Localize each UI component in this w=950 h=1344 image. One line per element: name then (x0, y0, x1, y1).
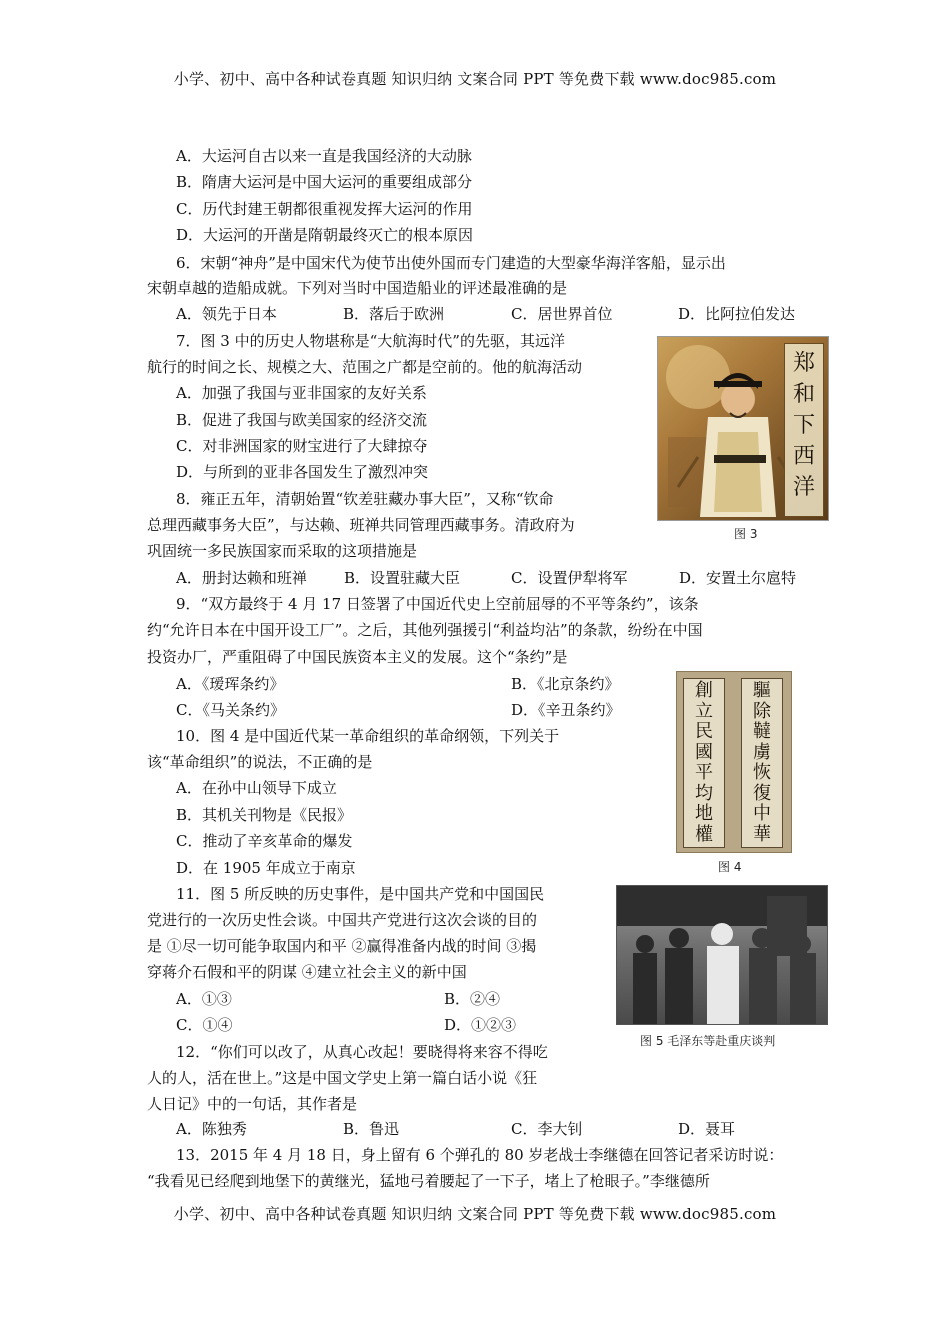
slogan-char: 恢 (753, 762, 771, 783)
banner-char: 洋 (792, 475, 815, 500)
slogan-char: 除 (753, 700, 771, 722)
q5-option-a: A．大运河自古以来一直是我国经济的大动脉 (176, 147, 472, 165)
slogan-char: 國 (695, 741, 713, 763)
slogan-char: 立 (695, 700, 713, 722)
q7-option-a: A．加强了我国与亚非国家的友好关系 (176, 384, 427, 402)
q8-stem-1: 8．雍正五年，清朝始置“钦差驻藏办事大臣”，又称“钦命 (176, 490, 554, 508)
q6-option-d: D．比阿拉伯发达 (678, 305, 796, 323)
slogan-char: 華 (753, 823, 771, 845)
q8-option-a: A．册封达赖和班禅 (176, 569, 307, 587)
q10-option-c: C．推动了辛亥革命的爆发 (176, 832, 353, 850)
banner-char: 和 (792, 382, 815, 407)
q5-option-b: B．隋唐大运河是中国大运河的重要组成部分 (176, 173, 473, 191)
slogan-banner-right (741, 678, 783, 848)
q12-option-c: C．李大钊 (511, 1120, 583, 1138)
slogan-char: 虜 (753, 741, 771, 763)
chongqing-photo-illustration (617, 886, 827, 1024)
q10-option-a: A．在孙中山领导下成立 (176, 779, 337, 797)
q8-stem-3: 巩固统一多民族国家而采取的这项措施是 (147, 542, 418, 560)
q7-option-d: D．与所到的亚非各国发生了激烈冲突 (176, 463, 429, 481)
figure-4-slogan-image (676, 671, 792, 853)
slogan-char: 中 (753, 803, 771, 824)
q8-option-b: B．设置驻藏大臣 (344, 569, 461, 587)
banner-char: 西 (792, 444, 815, 469)
q6-option-a: A．领先于日本 (176, 305, 277, 323)
q6-option-b: B．落后于欧洲 (343, 305, 445, 323)
q8-option-c: C．设置伊犁将军 (511, 569, 628, 587)
q6-stem-1: 6．宋朝“神舟”是中国宋代为使节出使外国而专门建造的大型豪华海洋客船，显示出 (176, 254, 726, 272)
q7-option-b: B．促进了我国与欧美国家的经济交流 (176, 411, 428, 429)
q12-option-d: D．聂耳 (678, 1120, 736, 1138)
q11-stem-1: 11．图 5 所反映的历史事件，是中国共产党和中国国民 (176, 885, 545, 903)
slogan-char: 平 (695, 762, 713, 783)
figure-5-chongqing-photo (616, 885, 828, 1025)
q11-option-a: A．①③ (176, 990, 232, 1008)
banner-char: 郑 (792, 351, 815, 376)
slogan-char: 驅 (753, 680, 771, 701)
q9-option-c: C．《马关条约》 (176, 701, 285, 719)
figure-5-caption: 图 5 毛泽东等赴重庆谈判 (640, 1034, 776, 1048)
figure-3-banner (784, 343, 824, 517)
q12-option-b: B．鲁迅 (343, 1120, 400, 1138)
q12-option-a: A．陈独秀 (176, 1120, 247, 1138)
q9-option-b: B．《北京条约》 (511, 675, 620, 693)
q10-option-b: B．其机关刊物是《民报》 (176, 806, 353, 824)
page-header: 小学、初中、高中各种试卷真题 知识归纳 文案合同 PPT 等免费下载 www.doc985.com (173, 70, 777, 88)
figure-3-caption: 图 3 (734, 527, 758, 541)
figure-4-caption: 图 4 (718, 860, 742, 874)
q11-stem-4: 穿蒋介石假和平的阴谋 ④建立社会主义的新中国 (147, 963, 467, 981)
q9-stem-3: 投资办厂，严重阻碍了中国民族资本主义的发展。这个“条约”是 (147, 648, 568, 666)
q5-option-d: D．大运河的开凿是隋朝最终灭亡的根本原因 (176, 226, 474, 244)
q6-stem-2: 宋朝卓越的造船成就。下列对当时中国造船业的评述最准确的是 (147, 279, 568, 297)
q11-option-b: B．②④ (444, 990, 501, 1008)
q8-stem-2: 总理西藏事务大臣”，与达赖、班禅共同管理西藏事务。清政府为 (147, 516, 575, 534)
slogan-char: 地 (695, 803, 713, 824)
q9-stem-1: 9．“双方最终于 4 月 17 日签署了中国近代史上空前屈辱的不平等条约”，该条 (176, 595, 699, 613)
q7-option-c: C．对非洲国家的财宝进行了大肆掠夺 (176, 437, 428, 455)
q11-option-c: C．①④ (176, 1016, 233, 1034)
slogan-char: 均 (695, 782, 713, 804)
q10-option-d: D．在 1905 年成立于南京 (176, 859, 356, 877)
q12-stem-2: 人的人，活在世上。”这是中国文学史上第一篇白话小说《狂 (147, 1069, 538, 1087)
q9-option-d: D．《辛丑条约》 (511, 701, 621, 719)
slogan-char: 復 (753, 782, 771, 804)
q13-stem-1: 13．2015 年 4 月 18 日，身上留有 6 个弹孔的 80 岁老战士李继德在回答记者采访时说： (176, 1146, 784, 1164)
banner-char: 下 (792, 413, 815, 438)
q10-stem-2: 该“革命组织”的说法，不正确的是 (147, 753, 373, 771)
slogan-banner-left (683, 678, 725, 848)
q11-stem-2: 党进行的一次历史性会谈。中国共产党进行这次会谈的目的 (147, 911, 538, 929)
q11-stem-3: 是 ①尽一切可能争取国内和平 ②赢得准备内战的时间 ③揭 (147, 937, 537, 955)
q12-stem-3: 人日记》中的一句话，其作者是 (147, 1095, 358, 1113)
q7-stem-2: 航行的时间之长、规模之大、范围之广都是空前的。他的航海活动 (147, 358, 583, 376)
q8-option-d: D．安置土尔扈特 (679, 569, 797, 587)
page-footer: 小学、初中、高中各种试卷真题 知识归纳 文案合同 PPT 等免费下载 www.doc985.com (173, 1205, 777, 1223)
q5-option-c: C．历代封建王朝都很重视发挥大运河的作用 (176, 200, 473, 218)
q12-stem-1: 12．“你们可以改了，从真心改起！要晓得将来容不得吃 (176, 1043, 548, 1061)
q11-option-d: D．①②③ (444, 1016, 517, 1034)
q10-stem-1: 10．图 4 是中国近代某一革命组织的革命纲领，下列关于 (176, 727, 560, 745)
q13-stem-2: “我看见已经爬到地堡下的黄继光，猛地弓着腰起了一下子，堵上了枪眼子。”李继德所 (147, 1172, 710, 1190)
slogan-char: 創 (695, 680, 713, 701)
q9-stem-2: 约“允许日本在中国开设工厂”。之后，其他列强援引“利益均沾”的条款，纷纷在中国 (147, 621, 703, 639)
q9-option-a: A．《瑷珲条约》 (176, 675, 285, 693)
slogan-char: 韃 (753, 721, 771, 742)
slogan-char: 民 (695, 721, 713, 742)
slogan-char: 權 (695, 823, 713, 845)
q7-stem-1: 7．图 3 中的历史人物堪称是“大航海时代”的先驱，其远洋 (176, 332, 565, 350)
figure-3-zheng-he-image (657, 336, 829, 521)
q6-option-c: C．居世界首位 (511, 305, 613, 323)
